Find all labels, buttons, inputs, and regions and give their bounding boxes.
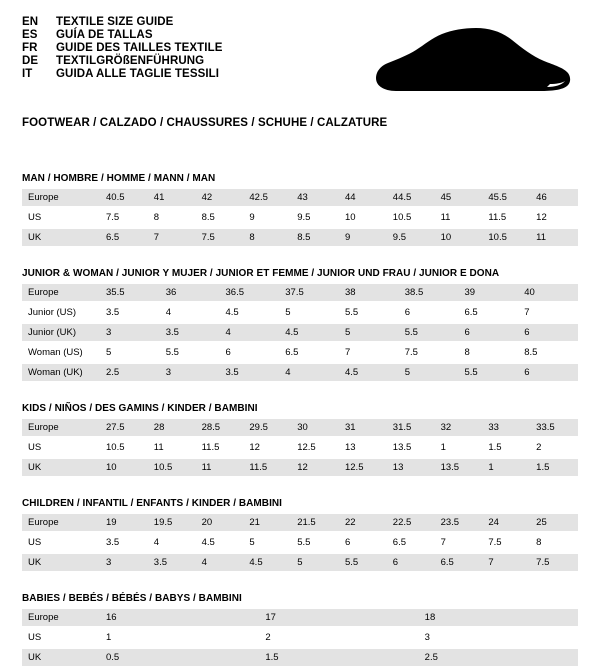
size-cell: 3 xyxy=(100,554,148,571)
size-cell: 24 xyxy=(482,514,530,531)
size-cell: 31 xyxy=(339,419,387,436)
size-cell: 13 xyxy=(339,439,387,456)
table-row xyxy=(22,364,578,381)
size-cell: 4 xyxy=(196,554,244,571)
size-cell: 30 xyxy=(291,419,339,436)
table-row xyxy=(22,284,578,301)
size-cell: 1 xyxy=(100,629,259,646)
size-group-title: BABIES / BEBÉS / BÉBÉS / BABYS / BAMBINI xyxy=(22,593,242,604)
row-label: US xyxy=(22,629,100,646)
size-cell: 5 xyxy=(291,554,339,571)
language-code: IT xyxy=(22,68,33,80)
size-cell: 4.5 xyxy=(220,304,280,321)
size-cell: 5 xyxy=(339,324,399,341)
size-cell: 46 xyxy=(530,189,578,206)
size-cell: 19 xyxy=(100,514,148,531)
size-cell: 10 xyxy=(435,229,483,246)
language-row xyxy=(22,68,223,80)
table-row xyxy=(22,229,578,246)
row-label: Europe xyxy=(22,284,100,301)
size-cell: 7.5 xyxy=(530,554,578,571)
size-group xyxy=(22,498,578,571)
language-row xyxy=(22,16,223,28)
table-row xyxy=(22,649,578,666)
row-label: US xyxy=(22,209,100,226)
size-cell: 5 xyxy=(279,304,339,321)
size-cell: 9.5 xyxy=(291,209,339,226)
size-cell: 40.5 xyxy=(100,189,148,206)
size-cell: 6 xyxy=(459,324,519,341)
size-cell: 27.5 xyxy=(100,419,148,436)
language-code: ES xyxy=(22,29,38,41)
size-cell: 5.5 xyxy=(339,304,399,321)
size-table xyxy=(22,189,578,246)
size-cell: 13.5 xyxy=(435,459,483,476)
size-cell: 4.5 xyxy=(279,324,339,341)
size-cell: 3.5 xyxy=(148,554,196,571)
language-title: GUÍA DE TALLAS xyxy=(56,29,153,41)
language-title: TEXTILGRÖßENFÜHRUNG xyxy=(56,55,205,67)
size-cell: 7 xyxy=(518,304,578,321)
size-cell: 6 xyxy=(339,534,387,551)
size-cell: 12.5 xyxy=(339,459,387,476)
size-table xyxy=(22,419,578,476)
table-row xyxy=(22,554,578,571)
size-group-title: MAN / HOMBRE / HOMME / MANN / MAN xyxy=(22,173,216,184)
size-cell: 19.5 xyxy=(148,514,196,531)
size-cell: 20 xyxy=(196,514,244,531)
size-cell: 11 xyxy=(196,459,244,476)
table-row xyxy=(22,344,578,361)
size-cell: 6.5 xyxy=(100,229,148,246)
size-cell: 8.5 xyxy=(291,229,339,246)
row-label: UK xyxy=(22,459,100,476)
size-cell: 1.5 xyxy=(530,459,578,476)
size-cell: 12.5 xyxy=(291,439,339,456)
size-cell: 4 xyxy=(148,534,196,551)
size-cell: 5 xyxy=(100,344,160,361)
page-header xyxy=(22,16,578,100)
size-cell: 7 xyxy=(435,534,483,551)
size-cell: 10.5 xyxy=(482,229,530,246)
size-cell: 8 xyxy=(243,229,291,246)
size-cell: 10.5 xyxy=(148,459,196,476)
row-label: Europe xyxy=(22,514,100,531)
size-cell: 0.5 xyxy=(100,649,259,666)
size-cell: 6 xyxy=(399,304,459,321)
size-cell: 9 xyxy=(339,229,387,246)
size-cell: 31.5 xyxy=(387,419,435,436)
size-cell: 6 xyxy=(387,554,435,571)
size-cell: 5 xyxy=(243,534,291,551)
dress-shoe-icon xyxy=(372,22,572,100)
size-cell: 2 xyxy=(259,629,418,646)
size-cell: 17 xyxy=(259,609,418,626)
language-code: DE xyxy=(22,55,39,67)
language-code: EN xyxy=(22,16,39,28)
size-cell: 23.5 xyxy=(435,514,483,531)
size-group xyxy=(22,173,578,246)
language-row xyxy=(22,29,223,41)
size-cell: 13 xyxy=(387,459,435,476)
size-group xyxy=(22,593,578,666)
row-label: Europe xyxy=(22,609,100,626)
row-label: Junior (US) xyxy=(22,304,100,321)
size-cell: 33.5 xyxy=(530,419,578,436)
size-cell: 11 xyxy=(530,229,578,246)
row-label: Europe xyxy=(22,419,100,436)
size-cell: 42 xyxy=(196,189,244,206)
size-cell: 6 xyxy=(518,364,578,381)
table-row xyxy=(22,609,578,626)
size-cell: 42.5 xyxy=(243,189,291,206)
size-group-title: CHILDREN / INFANTIL / ENFANTS / KINDER / BAMBINI xyxy=(22,498,282,509)
size-group xyxy=(22,403,578,476)
row-label: UK xyxy=(22,229,100,246)
size-cell: 1 xyxy=(435,439,483,456)
size-cell: 4 xyxy=(160,304,220,321)
size-cell: 7.5 xyxy=(100,209,148,226)
size-cell: 6.5 xyxy=(387,534,435,551)
size-cell: 5.5 xyxy=(399,324,459,341)
size-cell: 10 xyxy=(100,459,148,476)
table-row xyxy=(22,439,578,456)
category-heading: FOOTWEAR / CALZADO / CHAUSSURES / SCHUHE / CALZATURE xyxy=(22,117,388,129)
size-cell: 1.5 xyxy=(259,649,418,666)
size-cell: 9 xyxy=(243,209,291,226)
size-cell: 8 xyxy=(530,534,578,551)
size-cell: 8 xyxy=(459,344,519,361)
table-row xyxy=(22,514,578,531)
size-cell: 5.5 xyxy=(339,554,387,571)
size-cell: 12 xyxy=(243,439,291,456)
size-cell: 22.5 xyxy=(387,514,435,531)
language-row xyxy=(22,55,223,67)
size-cell: 4 xyxy=(220,324,280,341)
size-cell: 10.5 xyxy=(100,439,148,456)
size-group-title: JUNIOR & WOMAN / JUNIOR Y MUJER / JUNIOR ET FEMME / JUNIOR UND FRAU / JUNIOR E DONA xyxy=(22,268,500,279)
size-tables-container xyxy=(22,173,578,666)
table-row xyxy=(22,189,578,206)
size-cell: 2 xyxy=(530,439,578,456)
language-title: GUIDA ALLE TAGLIE TESSILI xyxy=(56,68,220,80)
size-cell: 3 xyxy=(100,324,160,341)
size-cell: 4.5 xyxy=(196,534,244,551)
size-cell: 6.5 xyxy=(279,344,339,361)
table-row xyxy=(22,304,578,321)
size-cell: 6 xyxy=(518,324,578,341)
size-cell: 7.5 xyxy=(482,534,530,551)
size-cell: 10.5 xyxy=(387,209,435,226)
size-cell: 3 xyxy=(419,629,578,646)
size-cell: 18 xyxy=(419,609,578,626)
size-cell: 4.5 xyxy=(243,554,291,571)
language-title: TEXTILE SIZE GUIDE xyxy=(56,16,174,28)
language-titles xyxy=(22,16,223,80)
size-cell: 4 xyxy=(279,364,339,381)
size-cell: 28.5 xyxy=(196,419,244,436)
size-cell: 8.5 xyxy=(518,344,578,361)
row-label: US xyxy=(22,439,100,456)
size-table xyxy=(22,284,578,381)
size-cell: 32 xyxy=(435,419,483,436)
table-row xyxy=(22,209,578,226)
size-cell: 28 xyxy=(148,419,196,436)
row-label: Woman (US) xyxy=(22,344,100,361)
language-code: FR xyxy=(22,42,38,54)
size-cell: 45 xyxy=(435,189,483,206)
size-cell: 5.5 xyxy=(160,344,220,361)
table-row xyxy=(22,459,578,476)
size-cell: 38.5 xyxy=(399,284,459,301)
size-cell: 12 xyxy=(291,459,339,476)
size-cell: 3.5 xyxy=(100,534,148,551)
row-label: UK xyxy=(22,649,100,666)
size-cell: 39 xyxy=(459,284,519,301)
size-cell: 40 xyxy=(518,284,578,301)
size-cell: 8 xyxy=(148,209,196,226)
size-cell: 44.5 xyxy=(387,189,435,206)
size-group xyxy=(22,268,578,381)
size-cell: 43 xyxy=(291,189,339,206)
size-cell: 3.5 xyxy=(220,364,280,381)
size-cell: 3 xyxy=(160,364,220,381)
size-cell: 6.5 xyxy=(459,304,519,321)
table-row xyxy=(22,324,578,341)
size-cell: 7 xyxy=(482,554,530,571)
size-cell: 21 xyxy=(243,514,291,531)
size-cell: 36.5 xyxy=(220,284,280,301)
size-table xyxy=(22,514,578,571)
size-cell: 11 xyxy=(435,209,483,226)
language-row xyxy=(22,42,223,54)
size-cell: 11.5 xyxy=(482,209,530,226)
size-table xyxy=(22,609,578,666)
size-cell: 11.5 xyxy=(196,439,244,456)
size-cell: 36 xyxy=(160,284,220,301)
size-cell: 25 xyxy=(530,514,578,531)
size-cell: 10 xyxy=(339,209,387,226)
size-cell: 2.5 xyxy=(100,364,160,381)
size-cell: 22 xyxy=(339,514,387,531)
language-title: GUIDE DES TAILLES TEXTILE xyxy=(56,42,223,54)
size-cell: 35.5 xyxy=(100,284,160,301)
row-label: Europe xyxy=(22,189,100,206)
size-cell: 6.5 xyxy=(435,554,483,571)
size-cell: 13.5 xyxy=(387,439,435,456)
table-row xyxy=(22,419,578,436)
size-cell: 37.5 xyxy=(279,284,339,301)
size-cell: 5.5 xyxy=(291,534,339,551)
size-cell: 16 xyxy=(100,609,259,626)
row-label: UK xyxy=(22,554,100,571)
size-cell: 2.5 xyxy=(419,649,578,666)
size-cell: 3.5 xyxy=(100,304,160,321)
size-cell: 41 xyxy=(148,189,196,206)
size-cell: 12 xyxy=(530,209,578,226)
size-cell: 8.5 xyxy=(196,209,244,226)
size-cell: 11.5 xyxy=(243,459,291,476)
size-cell: 3.5 xyxy=(160,324,220,341)
row-label: US xyxy=(22,534,100,551)
table-row xyxy=(22,629,578,646)
size-cell: 7.5 xyxy=(196,229,244,246)
size-cell: 1 xyxy=(482,459,530,476)
size-cell: 45.5 xyxy=(482,189,530,206)
table-row xyxy=(22,534,578,551)
size-cell: 29.5 xyxy=(243,419,291,436)
size-cell: 6 xyxy=(220,344,280,361)
size-cell: 7.5 xyxy=(399,344,459,361)
row-label: Junior (UK) xyxy=(22,324,100,341)
size-cell: 7 xyxy=(148,229,196,246)
size-cell: 5 xyxy=(399,364,459,381)
size-cell: 7 xyxy=(339,344,399,361)
size-cell: 11 xyxy=(148,439,196,456)
size-cell: 33 xyxy=(482,419,530,436)
size-cell: 5.5 xyxy=(459,364,519,381)
size-cell: 44 xyxy=(339,189,387,206)
size-cell: 1.5 xyxy=(482,439,530,456)
size-cell: 38 xyxy=(339,284,399,301)
size-group-title: KIDS / NIÑOS / DES GAMINS / KINDER / BAMBINI xyxy=(22,403,258,414)
row-label: Woman (UK) xyxy=(22,364,100,381)
size-cell: 21.5 xyxy=(291,514,339,531)
size-cell: 9.5 xyxy=(387,229,435,246)
size-cell: 4.5 xyxy=(339,364,399,381)
